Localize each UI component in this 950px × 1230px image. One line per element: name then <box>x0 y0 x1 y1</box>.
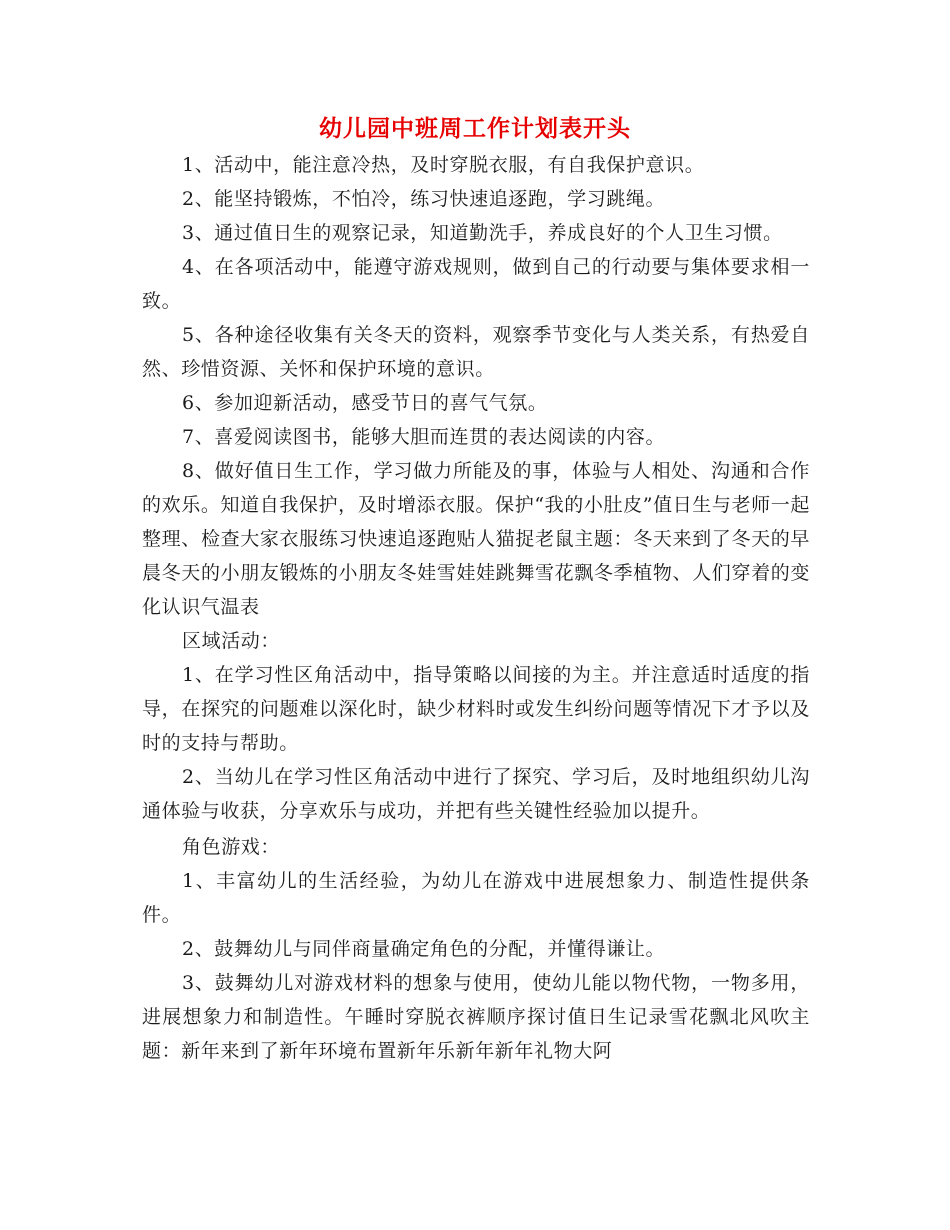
paragraph-area-2: 2、当幼儿在学习性区角活动中进行了探究、学习后，及时地组织幼儿沟通体验与收获，分享欢乐与成功，并把有些关键性经验加以提升。 <box>142 766 810 822</box>
paragraph-goal-7: 7、喜爱阅读图书，能够大胆而连贯的表达阅读的内容。 <box>182 426 666 448</box>
paragraph-goal-1: 1、活动中，能注意冷热，及时穿脱衣服，有自我保护意识。 <box>182 154 705 176</box>
paragraph-area-1: 1、在学习性区角活动中，指导策略以间接的为主。并注意适时适度的指导，在探究的问题难以深化时，缺少材料时或发生纠纷问题等情况下才予以及时的支持与帮助。 <box>142 664 810 754</box>
paragraph-goal-4: 4、在各项活动中，能遵守游戏规则，做到自己的行动要与集体要求相一致。 <box>142 256 810 312</box>
section-heading-area-activities: 区域活动： <box>182 630 281 652</box>
paragraph-goal-8: 8、做好值日生工作，学习做力所能及的事，体验与人相处、沟通和合作的欢乐。知道自我保护，及时增添衣服。保护“我的小肚皮”值日生与老师一起整理、检查大家衣服练习快速追逐跑贴人猫捉老鼠主题：冬天来到了冬天的早晨冬天的小朋友锻炼的小朋友冬娃雪娃娃跳舞雪花飘冬季植物、人们穿着的变化认识气温表 <box>142 460 810 618</box>
paragraph-goal-6: 6、参加迎新活动，感受节日的喜气气氛。 <box>182 392 548 414</box>
paragraph-goal-3: 3、通过值日生的观察记录，知道勤洗手，养成良好的个人卫生习惯。 <box>182 222 783 244</box>
document-body <box>142 148 810 1068</box>
paragraph-role-1: 1、丰富幼儿的生活经验，为幼儿在游戏中进展想象力、制造性提供条件。 <box>142 870 810 926</box>
document-title: 幼儿园中班周工作计划表开头 <box>319 116 631 142</box>
paragraph-goal-5: 5、各种途径收集有关冬天的资料，观察季节变化与人类关系，有热爱自然、珍惜资源、关怀和保护环境的意识。 <box>142 324 810 380</box>
paragraph-role-3: 3、鼓舞幼儿对游戏材料的想象与使用，使幼儿能以物代物，一物多用，进展想象力和制造性。午睡时穿脱衣裤顺序探讨值日生记录雪花飘北风吹主题：新年来到了新年环境布置新年乐新年新年礼物大阿 <box>142 972 810 1062</box>
section-heading-role-play: 角色游戏： <box>182 836 281 858</box>
paragraph-role-2: 2、鼓舞幼儿与同伴商量确定角色的分配，并懂得谦让。 <box>182 938 666 960</box>
paragraph-goal-2: 2、能坚持锻炼，不怕冷，练习快速追逐跑，学习跳绳。 <box>182 188 666 210</box>
